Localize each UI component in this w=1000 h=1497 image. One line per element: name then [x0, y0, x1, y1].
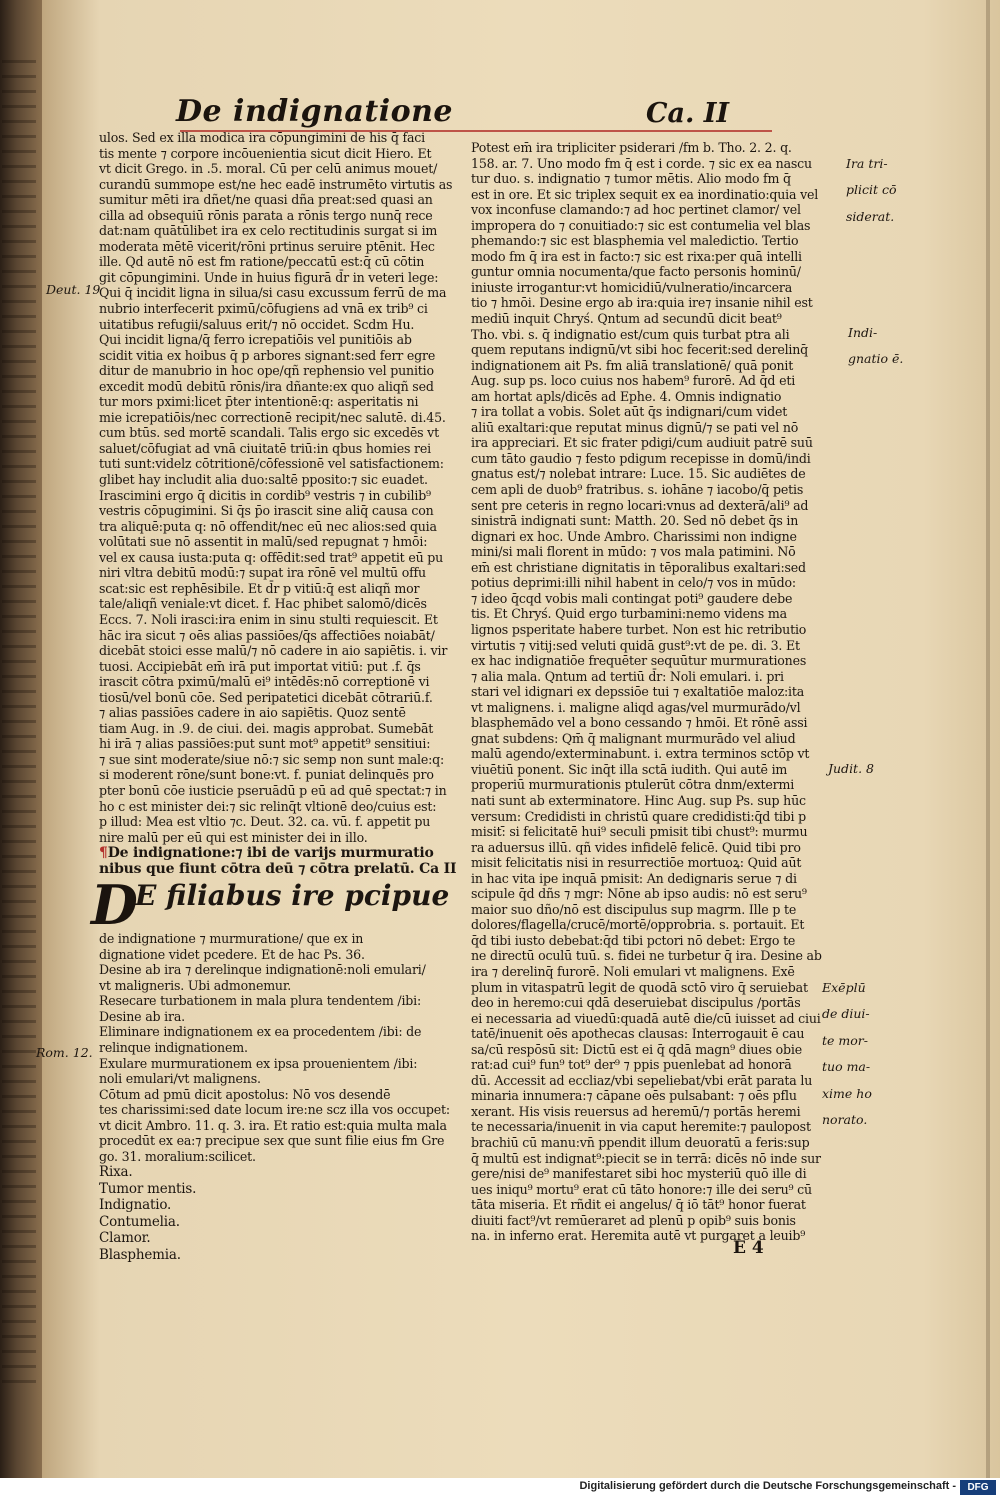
- text-line: cem apli de duob⁹ fratribus. s. iohāne ⁊ iacobo/q̄ petis: [471, 482, 804, 498]
- text-line: indignationem ait Ps. fm aliā translationē/ quā ponit: [471, 357, 794, 373]
- text-line: blasphemādo vel a bono cessando ⁊ hmōi. Et rōnē assi: [471, 715, 808, 731]
- chapter-opening: [91, 873, 465, 938]
- text-line: na. in inferno erat. Heremita autē vt purgaret a leuib⁹: [471, 1228, 806, 1244]
- text-line: Irascimini ergo q̄ dicitis in cordib⁹ vestris ⁊ in cubilib⁹: [99, 487, 431, 503]
- text-line: minaria innumera:⁊ cāpane oēs pulsabant: ⁊ oēs pflu: [471, 1088, 797, 1104]
- left-column: [91, 130, 465, 1263]
- text-line: glibet hay includit alia duo:saltē pposito:⁊ sic euadet.: [99, 472, 428, 488]
- text-line: deo in heremo:cui qdā deseruiebat discipulus /portās: [471, 995, 801, 1011]
- list-item: Rixa.: [99, 1164, 133, 1181]
- margin-note-exempla: [822, 968, 872, 1140]
- text-line: git cōpungimini. Unde in huius figurā d̄r in veteri lege:: [99, 269, 439, 285]
- margin-line: xime ho: [822, 1085, 872, 1101]
- text-line: tur duo. s. indignatio ⁊ tumor mētis. Alio modo fm q̄: [471, 171, 791, 187]
- text-line: Desine ab ira.: [99, 1008, 185, 1024]
- daughters-list: [99, 1164, 465, 1263]
- text-line: Qui incidit ligna/q̄ ferro icrepatiōis vel punitiōis ab: [99, 332, 412, 348]
- text-line: misit felicitatis nisi in resurrectiōe mortuoꝝ: Quid aūt: [471, 855, 802, 871]
- text-line: tur mors pximi:licet p̄ter intentionē:q: asperitatis ni: [99, 394, 419, 410]
- text-line: ho c est minister dei:⁊ sic relinq̄t vltionē deo/cuius est:: [99, 798, 437, 814]
- text-line: sa/cū respōsū sit: Dictū est ei q̄ qdā magn⁹ diues obie: [471, 1041, 802, 1057]
- list-item: Contumelia.: [99, 1213, 180, 1230]
- text-line: tatē/inuenit oēs apothecas clausas: Interrogauit ē cau: [471, 1026, 805, 1042]
- text-line: noli emulari/vt malignens.: [99, 1071, 261, 1087]
- text-line: tiosū/vel bonū cōe. Sed peripatetici dicebāt cōtrariū.f.: [99, 689, 433, 705]
- margin-note-ira: [846, 144, 897, 236]
- running-chapter: Ca. II: [646, 98, 730, 129]
- chapter-heading-line-1: ¶De indignatione:⁊ ibi de varijs murmuratio: [99, 845, 434, 862]
- list-item: Blasphemia.: [99, 1246, 181, 1263]
- text-line: Resecare turbationem in mala plura tendentem /ibi:: [99, 993, 422, 1009]
- facing-page-edge: [2, 60, 36, 1390]
- text-line: si moderent rōne/sunt bone:vt. f. puniat delinquēs pro: [99, 767, 434, 783]
- text-line: relinque indignationem.: [99, 1039, 248, 1055]
- text-line: q̄ multū est indignat⁹:piecit se in terrā: dicēs nō inde sur: [471, 1150, 821, 1166]
- text-line: plum in vitaspatrū legit de quodā sctō viro q̄ seruiebat: [471, 979, 808, 995]
- text-line: xerant. His visis reuersus ad heremū/⁊ portās heremi: [471, 1103, 801, 1119]
- text-line: vt maligneris. Ubi admonemur.: [99, 977, 292, 993]
- text-line: guntur omnia nocumenta/que facto personis hominū/: [471, 264, 801, 280]
- text-line: go. 31. moralium:scilicet.: [99, 1148, 256, 1164]
- text-line: ira ⁊ derelinq̄ furorē. Noli emulari vt malignens. Exē: [471, 963, 795, 979]
- text-line: vox inconfuse clamando:⁊ ad hoc pertinet clamor/ vel: [471, 202, 801, 218]
- text-line: aliū exaltari:que reputat minus dignū/⁊ se pati vel nō: [471, 419, 799, 435]
- dfg-logo: DFG: [960, 1480, 996, 1495]
- margin-line: plicit cō: [846, 182, 897, 197]
- text-line: Exulare murmurationem ex ipsa prouenientem /ibi:: [99, 1055, 418, 1071]
- text-line: Aug. sup ps. loco cuius nos habem⁹ furorē. Ad q̄d eti: [471, 373, 796, 389]
- text-line: gere/nisi de⁹ manifestaret sibi hoc mysteriū quō ille di: [471, 1166, 807, 1182]
- text-line: tis. Et Chryś. Quid ergo turbamini:nemo videns ma: [471, 606, 787, 622]
- text-line: rat:ad cui⁹ fun⁹ tot⁹ der⁹ ⁊ ppis puenlebat ad honorā: [471, 1057, 792, 1073]
- text-line: sent pre ceteris in regno locari:vnus ad dexterā/ali⁹ ad: [471, 497, 809, 513]
- text-line: sumitur mēti ira dñet/ne quasi dña preat:sed quasi an: [99, 192, 433, 208]
- text-line: impropera do ⁊ conuitiado:⁊ sic est contumelia vel blas: [471, 217, 811, 233]
- margin-note-deut: Deut. 19: [46, 282, 101, 297]
- text-line: de indignatione ⁊ murmuratione/ que ex in: [99, 931, 364, 947]
- text-line: dolores/flagella/crucē/mortē/opprobria. s. portauit. Et: [471, 917, 805, 933]
- text-line: vt dicit Grego. in .5. moral. Cū per celū animus mouet/: [99, 161, 438, 177]
- text-line: vestris cōpugimini. Si q̄s p̄o irascit sine aliq̄ causa con: [99, 503, 434, 519]
- margin-line: te mor-: [822, 1032, 868, 1048]
- text-line: scidit vitia ex hoibus q̄ p arbores signant:sed ferr egre: [99, 347, 436, 363]
- margin-line: Indi-: [848, 324, 878, 340]
- text-line: phemando:⁊ sic est blasphemia vel maledictio. Tertio: [471, 233, 799, 249]
- margin-line: Ira tri-: [846, 155, 888, 171]
- text-line: uitatibus refugii/saluus erit/⁊ nō occidet. Scdm Hu.: [99, 316, 415, 332]
- text-line: excedit modū debitū rōnis/ira dñante:ex quo aliqñ sed: [99, 378, 434, 394]
- initial-letter: D: [91, 873, 138, 938]
- text-line: tale/aliqñ veniale:vt dicet. f. Hac phibet salomō/dicēs: [99, 596, 427, 612]
- book-gutter: [0, 0, 42, 1478]
- text-line: 158. ar. 7. Uno modo fm q̄ est i corde. ⁊ sic ex ea nascu: [471, 155, 812, 171]
- margin-line: tuo ma-: [822, 1059, 871, 1074]
- text-line: dat:nam quātūlibet ira ex celo rectitudinis surgat si im: [99, 223, 438, 239]
- text-line: scipule q̄d dñs ⁊ mgr: Nōne ab ipso audis: nō est seru⁹: [471, 886, 807, 902]
- text-line: maior suo dño/nō est discipulus sup magrm. Ille p te: [471, 901, 797, 917]
- text-line: nubrio interfecerit pximū/cōfugiens ad vnā ex trib⁹ ci: [99, 301, 428, 317]
- text-line: iniuste irrogantur:vt homicidiū/vulneratio/incarcera: [471, 279, 793, 295]
- text-line: scat:sic est rephēsibile. Et d̄r p vitiū:q̄ est aliqñ mor: [99, 580, 420, 596]
- text-line: ille. Qd autē nō est fm ratione/peccatū est:q̄ cū cōtin: [99, 254, 425, 270]
- text-line: misit:̄ si felicitatē hui⁹ seculi pmisit tibi chust⁹: murmu: [471, 824, 808, 840]
- text-line: potius deprimi:illi nihil habent in celo/⁊ vos in mūdo:: [471, 575, 796, 591]
- text-line: brachiū cū manu:vn̄ ppendit illum deuoratū a feris:sup: [471, 1135, 810, 1150]
- text-line: mie icrepatiōis/nec correctionē recipit/nec salutē. di.45.: [99, 409, 446, 425]
- text-line: modo fm q̄ ira est in facto:⁊ sic est rixa:per quā intelli: [471, 248, 802, 264]
- text-line: q̄d tibi iusto debebat:q̄d tibi pctori nō debet: Ergo te: [471, 932, 796, 948]
- text-line: Potest em̄ ira tripliciter psiderari /fm b. Tho. 2. 2. q.: [471, 140, 792, 155]
- text-line: irascit cōtra pximū/malū ei⁹ intēdēs:nō correptionē vi: [99, 674, 430, 690]
- text-line: Desine ab ira ⁊ derelinque indignationē:noli emulari/: [99, 962, 426, 978]
- text-line: vt malignens. i. maligne aliqd agas/vel murmurādo/vl: [471, 699, 801, 715]
- chapter-incipit: E filiabus ire pcipue: [135, 879, 450, 913]
- text-line: gnatus est/⁊ nolebat intrare: Luce. 15. Sic audiētes de: [471, 466, 806, 482]
- text-line: procedūt ex ea:⁊ precipue sex que sunt filie eius fm Gre: [99, 1133, 445, 1149]
- text-line: ditur de manubrio in hoc ope/qñ rephensio vel punitio: [99, 363, 434, 379]
- text-line: ne directū oculū tuū. s. fidei ne turbetur q̄ ira. Desine ab: [471, 948, 822, 964]
- text-line: tuti sunt:videlz cōtritionē/cōfessionē vel satisfactionem:: [99, 456, 444, 472]
- text-line: ulos. Sed ex illa modica ira cōpungimini de his q̄ faci: [99, 130, 425, 145]
- text-line: Cōtum ad pmū dicit apostolus: Nō vos desendē: [99, 1086, 391, 1102]
- text-line: tiam Aug. in .9. de ciui. dei. magis approbat. Sumebāt: [99, 720, 434, 736]
- text-line: diuiti fact⁹/vt remūeraret ad plenū p opib⁹ suis bonis: [471, 1212, 796, 1228]
- left-lines-after: [99, 931, 465, 1164]
- text-line: Qui q̄ incidit ligna in silua/si casu excussum ferrū de ma: [99, 285, 447, 301]
- list-item: Tumor mentis.: [99, 1180, 197, 1197]
- text-line: est in ore. Et sic triplex sequit ex ea inordinatio:quia vel: [471, 186, 819, 202]
- text-line: Eccs. 7. Noli irasci:ira enim in sinu stulti requiescit. Et: [99, 611, 438, 627]
- right-column: [471, 140, 827, 1244]
- text-line: ⁊ ideo q̄cqd vobis mali contingat poti⁹ gaudere debe: [471, 590, 793, 606]
- text-line: p illud: Mea est vltio ⁊c. Deut. 32. ca. vū. f. appetit pu: [99, 814, 431, 830]
- text-line: ⁊ alias passiōes cadere in aio sapiētis. Quoz sentē: [99, 705, 406, 721]
- text-line: volūtati sue nō assentit in malū/sed repugnat ⁊ hmōi:: [99, 534, 428, 550]
- text-line: malū agendo/exterminabunt. i. extra terminos sctōp vt: [471, 746, 810, 762]
- margin-line: gnatio ē.: [848, 351, 904, 366]
- page-edge: [986, 0, 990, 1478]
- text-line: em̄ est christiane dignitatis in tēporalibus exaltari:sed: [471, 559, 806, 575]
- text-line: mediū inquit Chryś. Qntum ad secundū dicit beat⁹: [471, 311, 782, 327]
- text-line: hi irā ⁊ alias passiōes:put sunt mot⁹ appetit⁹ sensitiui:: [99, 736, 431, 752]
- text-line: cum btūs. sed mortē scandali. Talis ergo sic excedēs vt: [99, 425, 439, 441]
- text-line: niri vltra debitū modū:⁊ supat ira rōnē vel multū offu: [99, 565, 426, 581]
- text-line: Tho. vbi. s. q̄ indignatio est/cum quis turbat ptra ali: [471, 326, 790, 342]
- margin-line: de diui-: [822, 1006, 870, 1021]
- text-line: am hortat apls/dicēs ad Ephe. 4. Omnis indignatio: [471, 388, 782, 404]
- text-line: ⁊ ira tollat a vobis. Solet aūt q̄s indignari/cum videt: [471, 404, 788, 420]
- text-line: hāc ira sicut ⁊ oēs alias passiōes/q̄s affectiōes noiabāt/: [99, 627, 435, 643]
- text-line: ex hac indignatiōe frequēter sequūtur murmurationes: [471, 653, 807, 669]
- signature-mark: E 4: [733, 1238, 764, 1258]
- margin-note-judit: Judit. 8: [828, 761, 874, 776]
- text-line: cilla ad obsequiū rōnis parata a rōnis tergo nunq̄ rece: [99, 207, 433, 223]
- margin-line: siderat.: [846, 208, 895, 224]
- text-line: ra aduersus illū. qñ vides infidelē felicē. Quid tibi pro: [471, 839, 801, 855]
- text-line: ei necessaria ad viuedū:quadā autē die/cū iuisset ad ciui: [471, 1010, 821, 1026]
- text-line: curandū summope est/ne hec eadē instrumēto virtutis as: [99, 176, 453, 192]
- text-line: vel ex causa iusta:puta q: offēdit:sed trat⁹ appetit eū pu: [99, 549, 444, 565]
- text-line: mini/si mali florent in mūdo: ⁊ vos mala patimini. Nō: [471, 544, 796, 560]
- chapter-heading-line-2: nibus que fiunt cōtra deū ⁊ cōtra prelatū. Ca II: [99, 861, 457, 878]
- list-item: Indignatio.: [99, 1197, 172, 1214]
- text-line: stari vel idignari ex depssiōe tui ⁊ exaltatiōe maloz:ita: [471, 684, 805, 700]
- footer-credit: Digitalisierung gefördert durch die Deutsche Forschungsgemeinschaft -: [579, 1480, 956, 1492]
- text-line: versum: Credidisti in christū quare credidisti:q̄d tibi p: [471, 808, 807, 824]
- text-line: moderata mētē vicerit/rōni prtinus seruire ptēnit. Hec: [99, 238, 435, 254]
- text-line: tra aliquē:puta q: nō offendit/nec eū nec alios:sed quia: [99, 518, 437, 534]
- text-line: tuosi. Accipiebāt em̄ irā put importat vitiū: put .f. q̄s: [99, 658, 421, 674]
- text-line: viuētiū ponent. Sic inq̄t illa sctā iudith. Qui autē im: [471, 761, 788, 777]
- text-line: vt dicit Ambro. 11. q. 3. ira. Et ratio est:quia multa mala: [99, 1117, 447, 1133]
- text-line: cum tāto gaudio ⁊ festo pdigum recepisse in domū/indi: [471, 450, 811, 466]
- text-line: nati sunt ab exterminatore. Hinc Aug. sup Ps. sup hūc: [471, 792, 806, 808]
- running-title: De indignatione: [176, 94, 454, 129]
- text-line: properiū murmurationis ptulerūt cōtra dnm/extermi: [471, 777, 795, 793]
- text-line: lignos psperitate habere turbet. Non est hic retributio: [471, 621, 807, 637]
- margin-line: norato.: [822, 1112, 868, 1127]
- text-line: nire malū per eū qui est minister dei in illo.: [99, 829, 368, 845]
- text-line: ⁊ alia mala. Qntum ad tertiū d̄r: Noli emulari. i. pri: [471, 668, 784, 684]
- text-line: sinistrā indignati sunt: Matth. 20. Sed nō debet q̄s in: [471, 513, 799, 529]
- left-lines-top: [99, 130, 465, 845]
- text-line: quem reputans indignū/vt sibi hoc fecerit:sed derelinq̄: [471, 342, 808, 358]
- margin-note-indignatio: [848, 313, 903, 379]
- text-line: in hac vita ipe inquā pmisit: An dedignaris serue ⁊ di: [471, 870, 797, 886]
- list-item: Clamor.: [99, 1230, 151, 1247]
- footer-bar: [0, 1478, 1000, 1497]
- text-line: Eliminare indignationem ex ea procedentem /ibi: de: [99, 1024, 422, 1040]
- text-line: dignari ex hoc. Unde Ambro. Charissimi non indigne: [471, 528, 797, 544]
- margin-note-rom: Rom. 12.: [36, 1045, 93, 1060]
- text-line: dū. Accessit ad eccliaz/vbi sepeliebat/vbi erāt parata lu: [471, 1072, 813, 1088]
- margin-line: Exēplū: [822, 979, 866, 995]
- text-line: dignatione videt pcedere. Et de hac Ps. 36.: [99, 946, 365, 962]
- text-line: ues iniqu⁹ mortu⁹ erat cū tāto honore:⁊ ille dei seru⁹ cū: [471, 1181, 812, 1197]
- text-line: saluet/cōfugiat ad vnā ciuitatē triū:in qbus homies rei: [99, 440, 431, 456]
- text-line: pter bonū cōe iusticie pseruādū p eū ad quē spectat:⁊ in: [99, 782, 447, 798]
- text-line: tāta miseria. Et rñdit ei angelus/ q̄ iō tāt⁹ honor fuerat: [471, 1197, 806, 1213]
- text-line: dicebāt stoici esse malū/⁊ nō cadere in aio sapiētis. i. vir: [99, 643, 448, 659]
- text-line: virtutis ⁊ vitij:sed veluti quidā gust⁹:vt de pe. di. 3. Et: [471, 637, 800, 653]
- text-line: ⁊ sue sint moderate/siue nō:⁊ sic semp non sunt male:q:: [99, 751, 445, 767]
- text-line: tes charissimi:sed date locum ire:ne scz illa vos occupet:: [99, 1102, 450, 1118]
- text-line: tis mente ⁊ corpore incōuenientia sicut dicit Hiero. Et: [99, 145, 432, 161]
- text-line: tio ⁊ hmōi. Desine ergo ab ira:quia ire⁊ insanie nihil est: [471, 295, 813, 311]
- text-line: te necessaria/inuenit in via caput heremite:⁊ paulopost: [471, 1119, 811, 1135]
- text-line: ira appreciari. Et sic frater pdigi/cum audiuit patrē suū: [471, 435, 813, 451]
- text-line: gnat subdens: Qm̄ q̄ malignant murmurādo vel aliud: [471, 730, 796, 746]
